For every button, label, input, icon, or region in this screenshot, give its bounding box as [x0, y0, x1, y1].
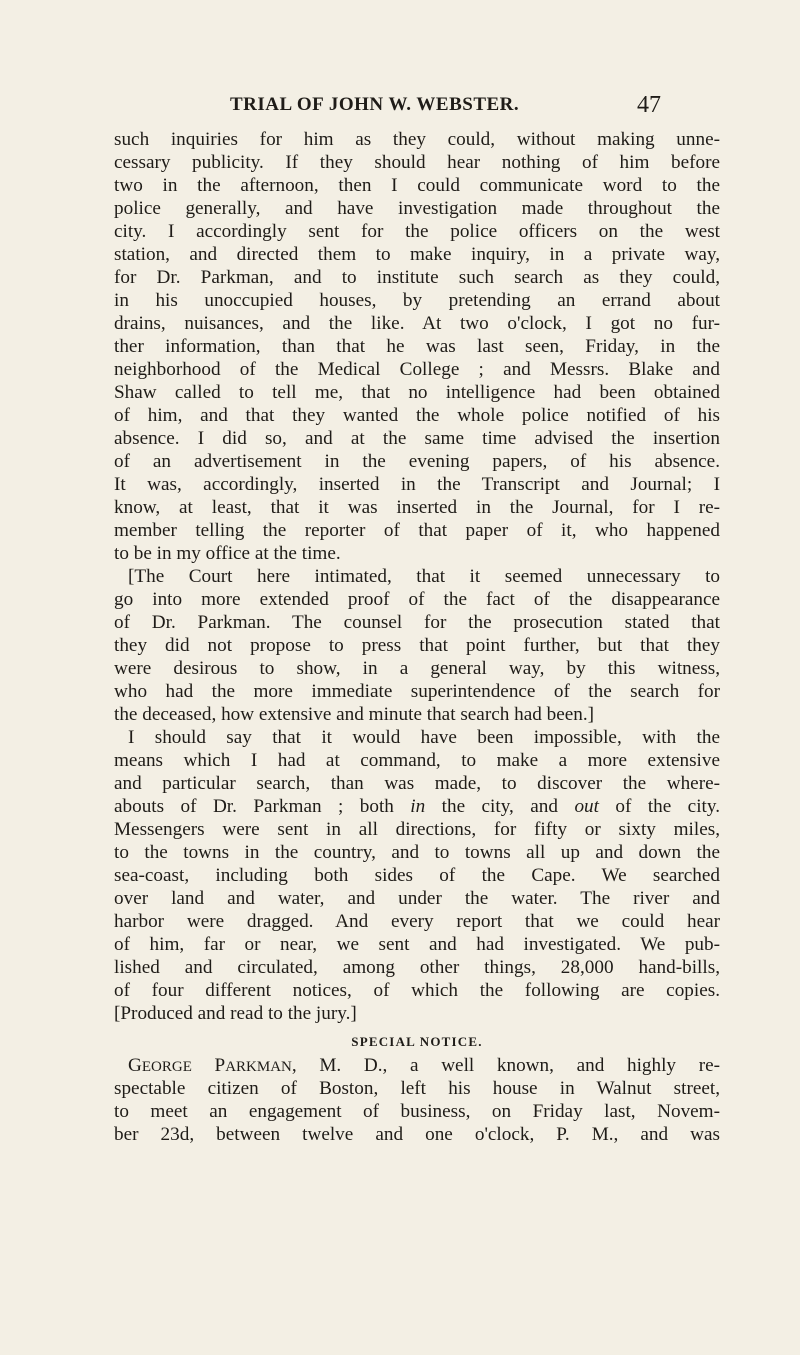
text-line: to meet an engagement of business, on Friday last, Novem- — [114, 1101, 720, 1122]
text-line: ber 23d, between twelve and one o'clock, P. M., and was — [114, 1124, 720, 1145]
testimony-paragraph-1 — [114, 128, 720, 565]
text-line: spectable citizen of Boston, left his house in Walnut street, — [114, 1078, 720, 1099]
text-line: and particular search, than was made, to discover the where- — [114, 773, 720, 794]
text-line: who had the more immediate superintendence of the search for — [114, 681, 720, 702]
text-line: to the towns in the country, and to towns all up and down the — [114, 842, 720, 863]
text-line: of an advertisement in the evening papers, of his absence. — [114, 451, 720, 472]
text-line — [114, 1054, 720, 1077]
text-line: over land and water, and under the water. The river and — [114, 888, 720, 909]
text-run: abouts of Dr. Parkman ; both — [114, 796, 411, 817]
text-line: for Dr. Parkman, and to institute such search as they could, — [114, 267, 720, 288]
small-caps-rest: ARKMAN — [225, 1059, 292, 1075]
text-line: absence. I did so, and at the same time advised the insertion — [114, 428, 720, 449]
text-line: police generally, and have investigation made throughout the — [114, 198, 720, 219]
text-run: the city, and — [425, 796, 575, 817]
text-line: they did not propose to press that point further, but that they — [114, 635, 720, 656]
court-remark-paragraph — [114, 565, 720, 726]
text-line: the deceased, how extensive and minute that search had been.] — [114, 704, 595, 725]
text-line: of Dr. Parkman. The counsel for the prosecution stated that — [114, 612, 720, 633]
text-line: were desirous to show, in a general way, by this witness, — [114, 658, 720, 679]
text-line: sea-coast, including both sides of the Cape. We searched — [114, 865, 720, 886]
running-head-title: TRIAL OF JOHN W. WEBSTER. — [230, 94, 520, 115]
italic-word: in — [410, 796, 426, 817]
testimony-paragraph-2 — [114, 726, 720, 1025]
text-run: of the city. — [598, 796, 721, 817]
text-line: of him, far or near, we sent and had investigated. We pub- — [114, 934, 720, 955]
text-line: I should say that it would have been impossible, with the — [128, 727, 720, 748]
text-line: of him, and that they wanted the whole police notified of his — [114, 405, 720, 426]
text-line: neighborhood of the Medical College ; and Messrs. Blake and — [114, 359, 720, 380]
text-run: , M. D., a well known, and highly re- — [291, 1055, 720, 1076]
page-text — [114, 128, 720, 1146]
text-line: to be in my office at the time. — [114, 543, 341, 564]
small-caps-initial: P — [214, 1055, 226, 1076]
page-number: 47 — [637, 92, 661, 118]
text-line: harbor were dragged. And every report that we could hear — [114, 911, 720, 932]
italic-word: out — [574, 796, 599, 817]
text-line: in his unoccupied houses, by pretending an errand about — [114, 290, 720, 311]
text-line: drains, nuisances, and the like. At two o'clock, I got no fur- — [114, 313, 720, 334]
text-line: [The Court here intimated, that it seemed unnecessary to — [128, 566, 720, 587]
notice-paragraph — [114, 1054, 720, 1146]
small-caps-rest: EORGE — [141, 1059, 192, 1075]
text-line: go into more extended proof of the fact of the disappearance — [114, 589, 720, 610]
text-line: ther information, than that he was last seen, Friday, in the — [114, 336, 720, 357]
text-line: cessary publicity. If they should hear nothing of him before — [114, 152, 720, 173]
text-line: member telling the reporter of that paper of it, who happened — [114, 520, 720, 541]
text-line: two in the afternoon, then I could communicate word to the — [114, 175, 720, 196]
text-line: city. I accordingly sent for the police officers on the west — [114, 221, 720, 242]
text-line: of four different notices, of which the following are copies. — [114, 980, 720, 1001]
text-line: It was, accordingly, inserted in the Transcript and Journal; I — [114, 474, 720, 495]
text-line: lished and circulated, among other things, 28,000 hand-bills, — [114, 957, 720, 978]
text-line: [Produced and read to the jury.] — [114, 1003, 357, 1024]
notice-heading: SPECIAL NOTICE. — [351, 1034, 483, 1049]
text-line: such inquiries for him as they could, without making unne- — [114, 129, 720, 150]
text-line: Shaw called to tell me, that no intelligence had been obtained — [114, 382, 720, 403]
text-line: station, and directed them to make inquiry, in a private way, — [114, 244, 720, 265]
text-line: Messengers were sent in all directions, for fifty or sixty miles, — [114, 819, 720, 840]
text-line: means which I had at command, to make a more extensive — [114, 750, 720, 771]
text-line — [114, 795, 720, 818]
text-line: know, at least, that it was inserted in the Journal, for I re- — [114, 497, 720, 518]
small-caps-initial: G — [128, 1055, 142, 1076]
